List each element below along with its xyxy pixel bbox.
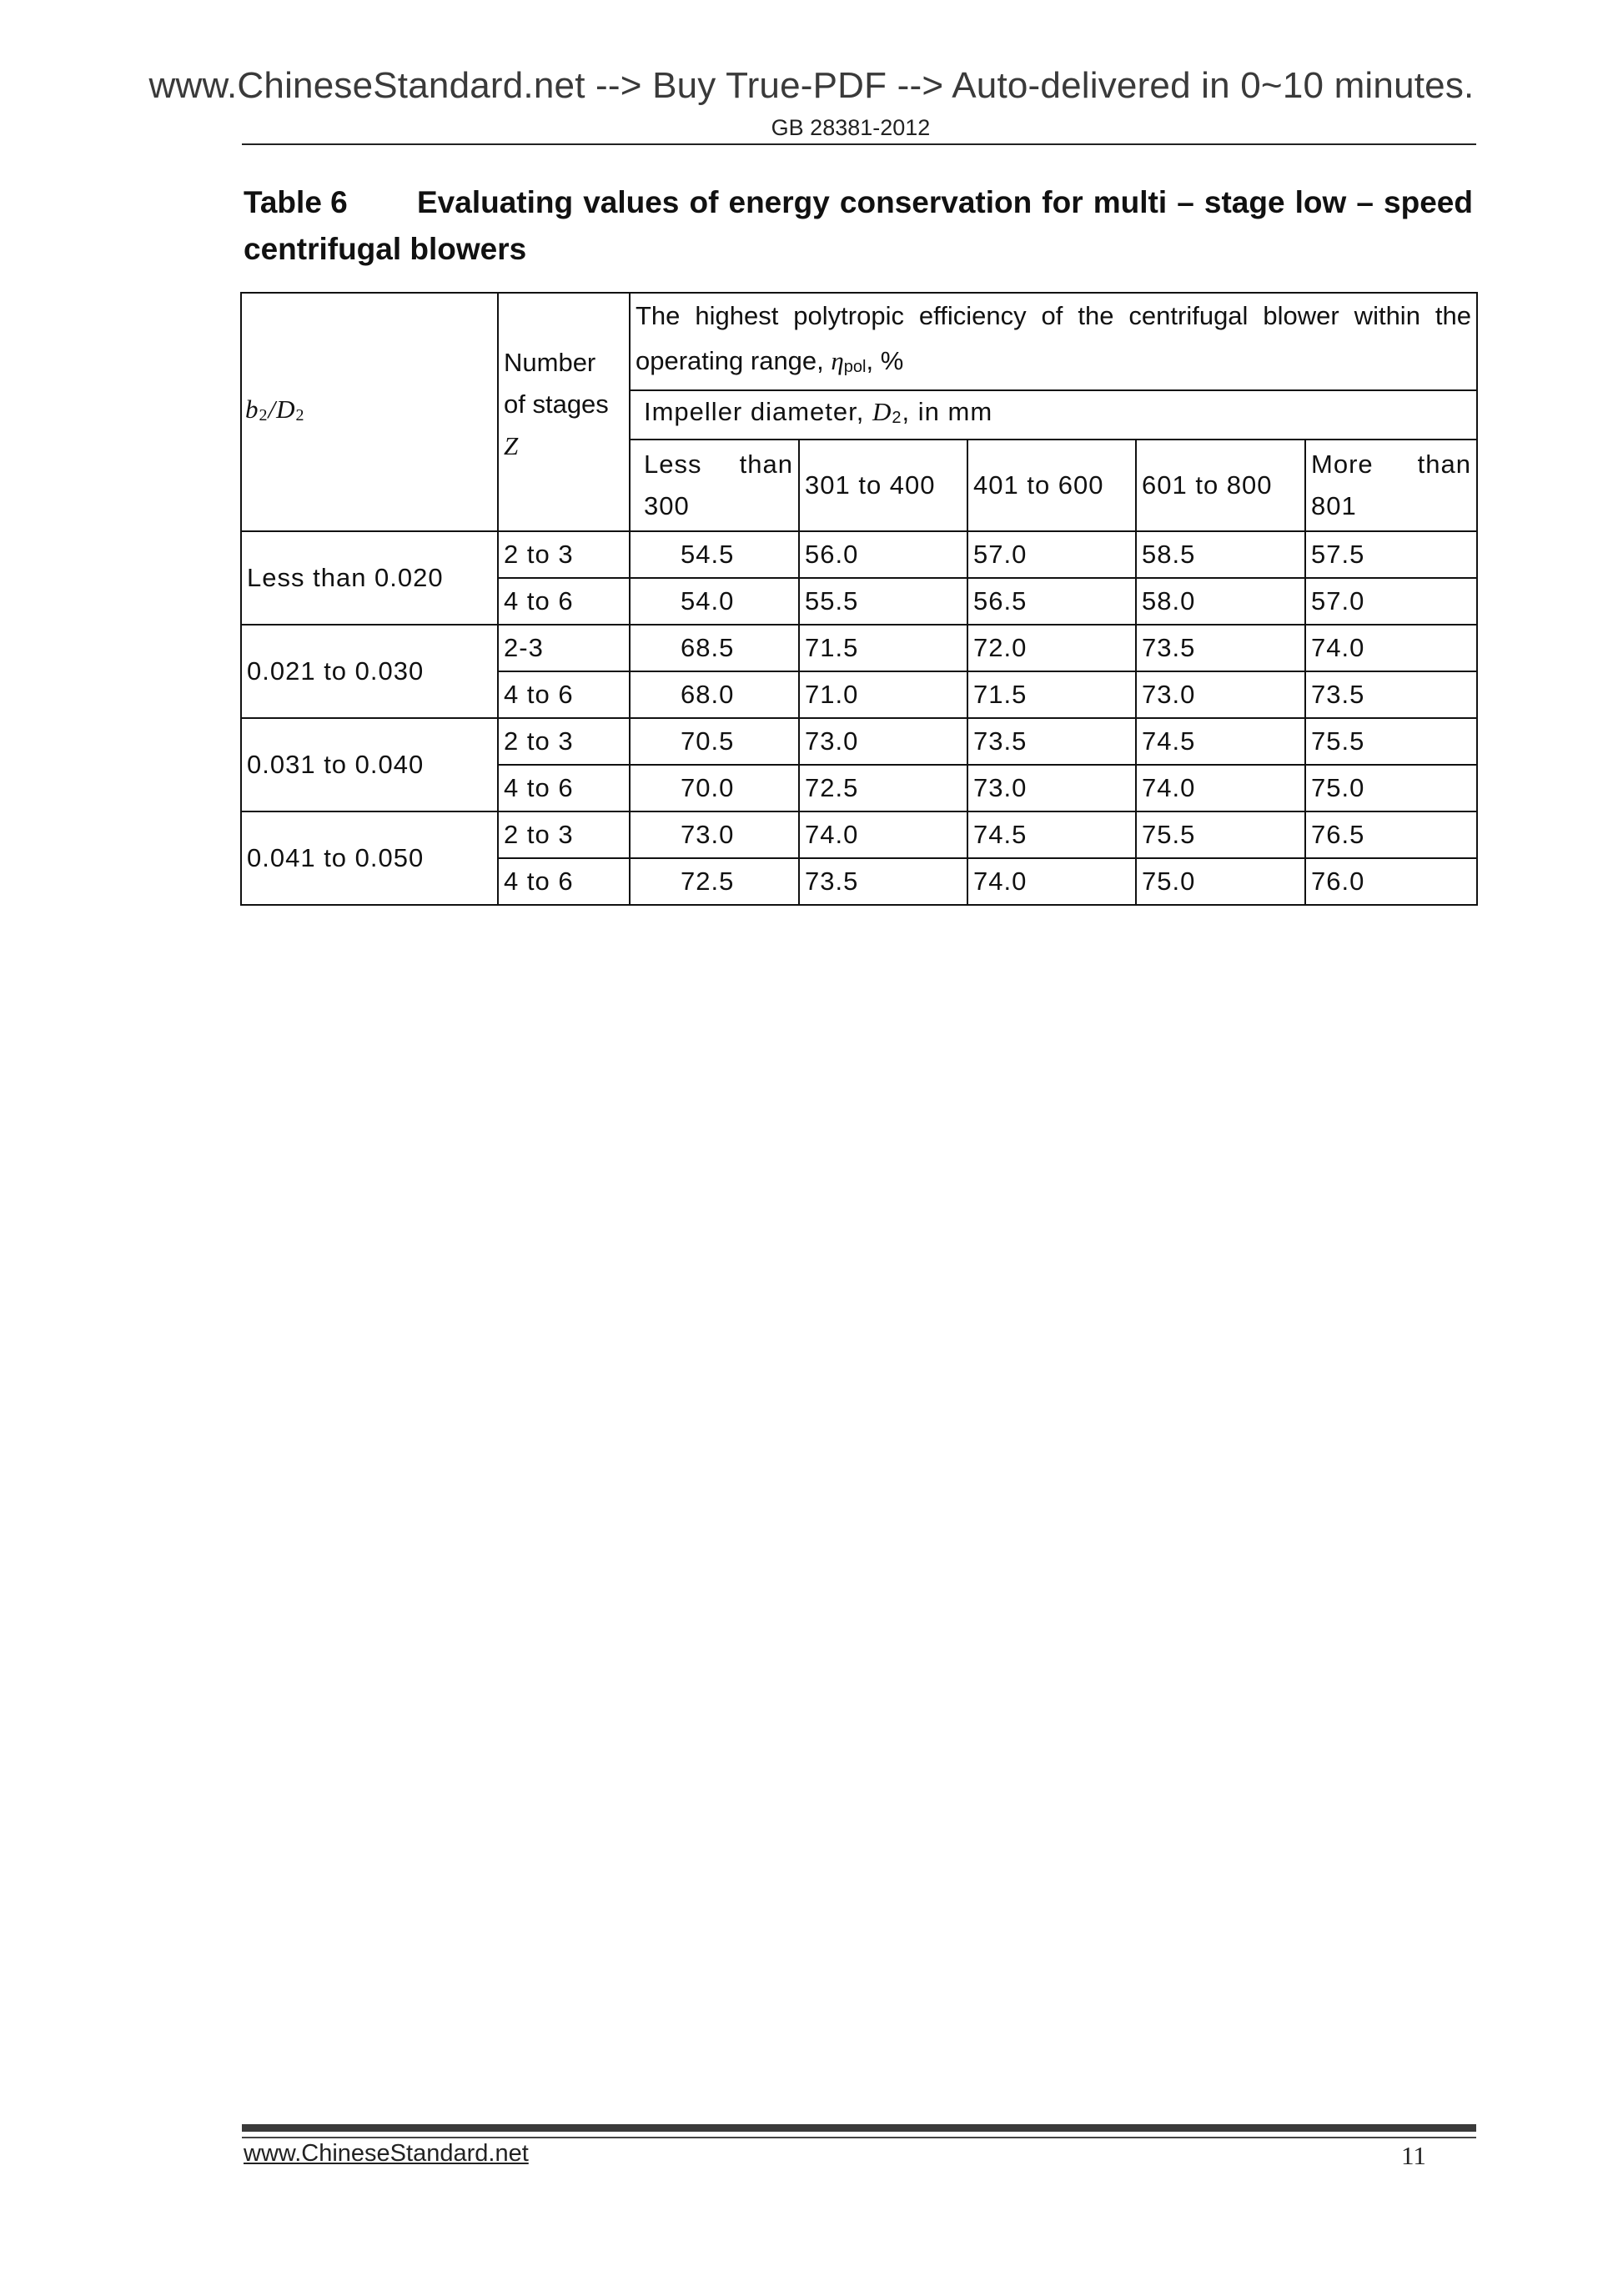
value-cell: 57.5 — [1305, 531, 1477, 578]
footer-link[interactable]: www.ChineseStandard.net — [244, 2140, 529, 2167]
value-cell: 71.5 — [799, 625, 967, 671]
diameter-sub: 2 — [892, 409, 902, 427]
footer-rule-thin — [242, 2137, 1476, 2138]
value-cell: 74.5 — [967, 811, 1136, 858]
diameter-col-401-600: 401 to 600 — [967, 440, 1136, 531]
efficiency-text: The highest polytropic efficiency of the centrifugal blower within the operating range, — [636, 301, 1471, 375]
value-cell: 54.5 — [630, 531, 799, 578]
value-cell: 73.5 — [1305, 671, 1477, 718]
value-cell: 76.0 — [1305, 858, 1477, 905]
value-cell: 75.0 — [1136, 858, 1305, 905]
value-cell: 73.0 — [1136, 671, 1305, 718]
value-cell: 68.0 — [630, 671, 799, 718]
page-number: 11 — [1401, 2141, 1426, 2170]
document-id: GB 28381-2012 — [771, 115, 931, 140]
value-cell: 73.5 — [967, 718, 1136, 765]
value-cell: 74.0 — [799, 811, 967, 858]
value-cell: 54.0 — [630, 578, 799, 625]
value-cell: 75.5 — [1136, 811, 1305, 858]
value-cell: 74.5 — [1136, 718, 1305, 765]
value-cell: 74.0 — [967, 858, 1136, 905]
diameter-unit: , in mm — [902, 397, 993, 426]
table-number: Table 6 — [244, 185, 348, 219]
ratio-cell: Less than 0.020 — [241, 531, 498, 625]
header-banner: www.ChineseStandard.net --> Buy True-PDF --> Auto-delivered in 0~10 minutes. — [148, 65, 1475, 106]
table-title: Evaluating values of energy conservation for multi – stage low – speed centrifugal blowers — [244, 185, 1473, 266]
efficiency-symbol: η — [831, 346, 844, 375]
diameter-header — [630, 390, 1477, 440]
diameter-symbol: D — [872, 397, 892, 426]
value-cell: 72.5 — [630, 858, 799, 905]
value-cell: 57.0 — [1305, 578, 1477, 625]
efficiency-unit: , % — [866, 346, 904, 375]
stages-symbol: Z — [504, 431, 519, 460]
value-cell: 73.0 — [799, 718, 967, 765]
header-rule — [242, 143, 1476, 145]
table-row — [241, 625, 1477, 671]
efficiency-table — [240, 292, 1478, 906]
table-caption — [244, 179, 1473, 273]
ratio-cell: 0.031 to 0.040 — [241, 718, 498, 811]
value-cell: 55.5 — [799, 578, 967, 625]
value-cell: 56.5 — [967, 578, 1136, 625]
stages-cell: 2 to 3 — [498, 811, 630, 858]
value-cell: 75.5 — [1305, 718, 1477, 765]
diameter-col-less-300: Less than 300 — [630, 440, 799, 531]
value-cell: 76.5 — [1305, 811, 1477, 858]
value-cell: 74.0 — [1136, 765, 1305, 811]
value-cell: 68.5 — [630, 625, 799, 671]
efficiency-sub: pol — [843, 358, 867, 376]
value-cell: 58.5 — [1136, 531, 1305, 578]
stages-cell: 2 to 3 — [498, 718, 630, 765]
value-cell: 71.0 — [799, 671, 967, 718]
diameter-col-more-801: More than 801 — [1305, 440, 1477, 531]
stages-cell: 4 to 6 — [498, 765, 630, 811]
value-cell: 72.0 — [967, 625, 1136, 671]
value-cell: 75.0 — [1305, 765, 1477, 811]
stages-cell: 4 to 6 — [498, 858, 630, 905]
diameter-text: Impeller diameter, — [644, 397, 865, 426]
efficiency-header — [630, 293, 1477, 390]
footer-rule-thick — [242, 2124, 1476, 2132]
diameter-col-301-400: 301 to 400 — [799, 440, 967, 531]
value-cell: 58.0 — [1136, 578, 1305, 625]
stages-header — [498, 293, 630, 531]
value-cell: 73.0 — [630, 811, 799, 858]
stages-label-line1: Number — [504, 348, 596, 377]
stages-cell: 2-3 — [498, 625, 630, 671]
table-row — [241, 811, 1477, 858]
value-cell: 57.0 — [967, 531, 1136, 578]
value-cell: 73.5 — [1136, 625, 1305, 671]
stages-label-line2: of stages — [504, 389, 609, 419]
value-cell: 73.5 — [799, 858, 967, 905]
value-cell: 71.5 — [967, 671, 1136, 718]
table-row — [241, 718, 1477, 765]
value-cell: 56.0 — [799, 531, 967, 578]
stages-cell: 2 to 3 — [498, 531, 630, 578]
ratio-symbol: b2/D2 — [245, 394, 305, 425]
table-row — [241, 531, 1477, 578]
value-cell: 72.5 — [799, 765, 967, 811]
value-cell: 73.0 — [967, 765, 1136, 811]
ratio-header — [241, 293, 498, 531]
stages-cell: 4 to 6 — [498, 578, 630, 625]
ratio-cell: 0.041 to 0.050 — [241, 811, 498, 905]
diameter-col-601-800: 601 to 800 — [1136, 440, 1305, 531]
stages-cell: 4 to 6 — [498, 671, 630, 718]
value-cell: 70.5 — [630, 718, 799, 765]
ratio-cell: 0.021 to 0.030 — [241, 625, 498, 718]
value-cell: 74.0 — [1305, 625, 1477, 671]
value-cell: 70.0 — [630, 765, 799, 811]
